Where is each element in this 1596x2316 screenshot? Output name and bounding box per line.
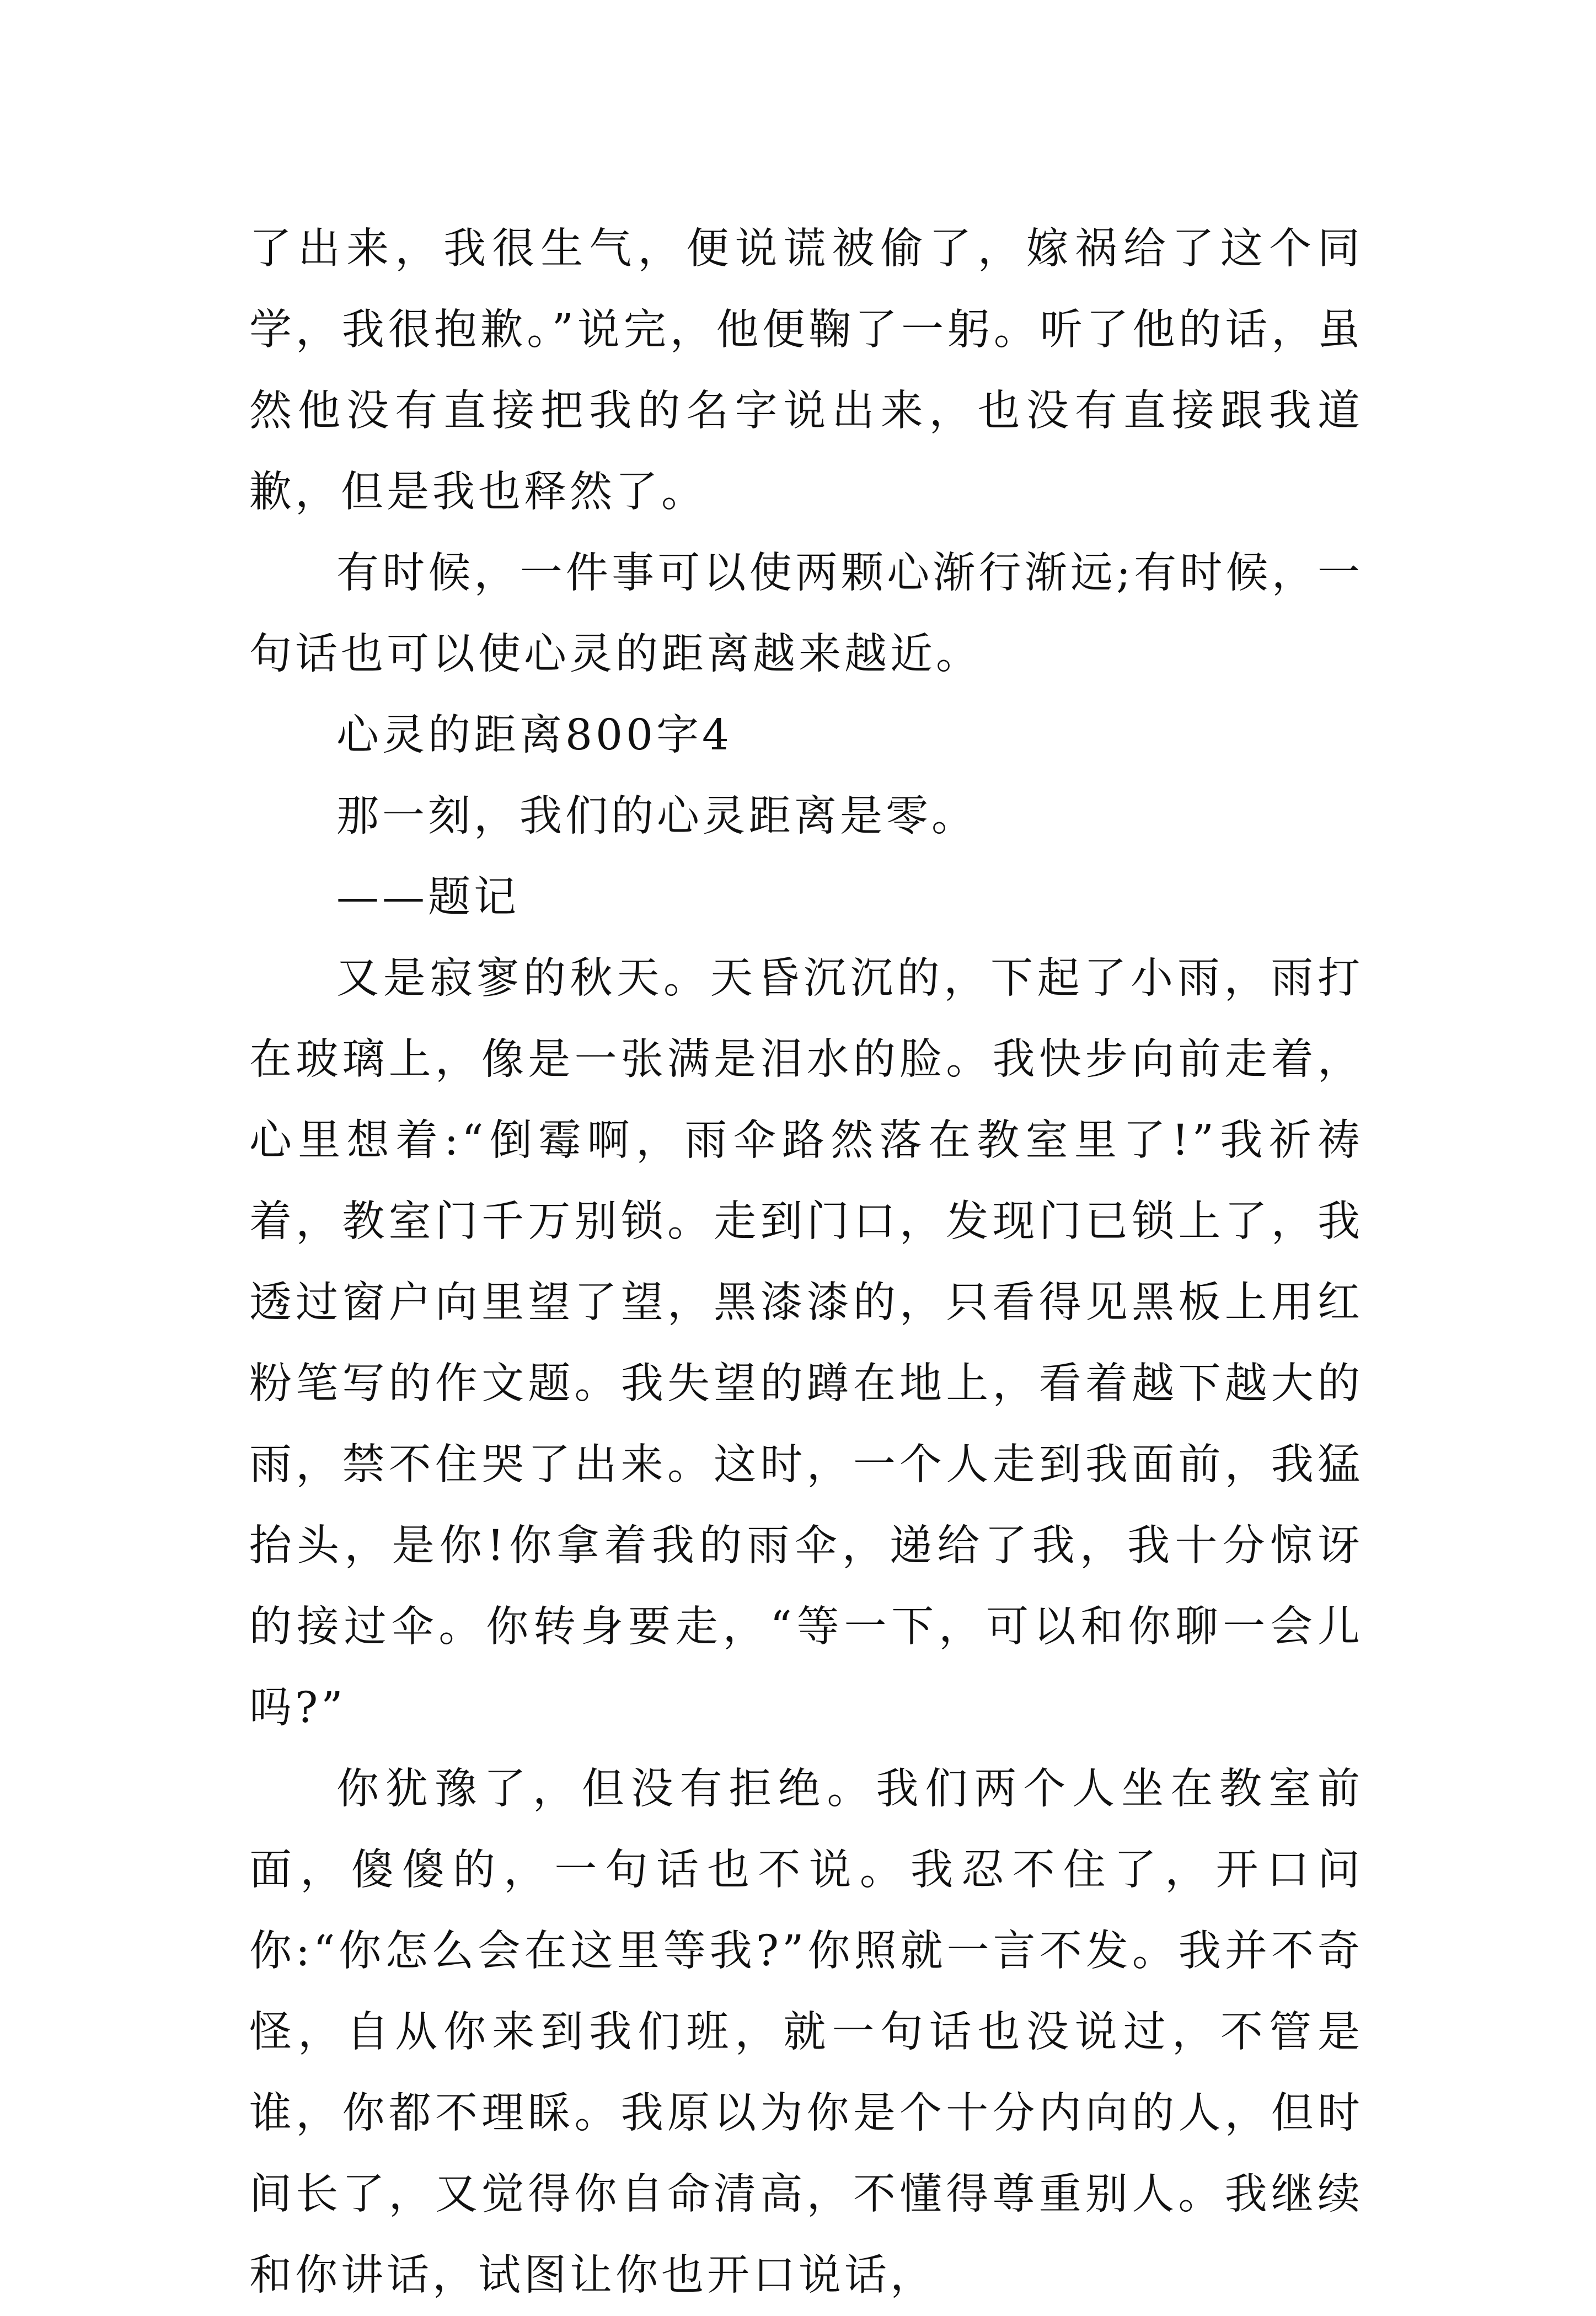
paragraph-continuation: 了出来，我很生气，便说谎被偷了，嫁祸给了这个同学，我很抱歉。”说完，他便鞠了一躬。听了他的话，虽然他没有直接把我的名字说出来，也没有直接跟我道歉，但是我也释然了。 (249, 224, 1363, 517)
epigraph-attribution: ——题记 (336, 873, 519, 922)
epigraph: 那一刻，我们的心灵距离是零。 (336, 792, 977, 841)
essay-body (249, 208, 1363, 2316)
essay-title: 心灵的距离800字4 (336, 711, 732, 760)
paragraph-conclusion: 有时候，一件事可以使两颗心渐行渐远;有时候，一句话也可以使心灵的距离越来越近。 (249, 549, 1363, 679)
paragraph-autumn-rain: 又是寂寥的秋天。天昏沉沉的，下起了小雨，雨打在玻璃上，像是一张满是泪水的脸。我快步向前走着，心里想着:“倒霉啊，雨伞路然落在教室里了!”我祈祷着，教室门千万别锁。走到门口，发现门已锁上了，我透过窗户向里望了望，黑漆漆的，只看得见黑板上用红粉笔写的作文题。我失望的蹲在地上，看着越下越大的雨，禁不住哭了出来。这时，一个人走到我面前，我猛抬头，是你!你拿着我的雨伞，递给了我，我十分惊讶的接过伞。你转身要走，“等一下，可以和你聊一会儿吗?” (249, 954, 1363, 1733)
paragraph-conversation: 你犹豫了，但没有拒绝。我们两个人坐在教室前面，傻傻的，一句话也不说。我忍不住了，开口问你:“你怎么会在这里等我?”你照就一言不发。我并不奇怪，自从你来到我们班，就一句话也没说过，不管是谁，你都不理睬。我原以为你是个十分内向的人，但时间长了，又觉得你自命清高，不懂得尊重别人。我继续和你讲话，试图让你也开口说话， (249, 1765, 1363, 2300)
